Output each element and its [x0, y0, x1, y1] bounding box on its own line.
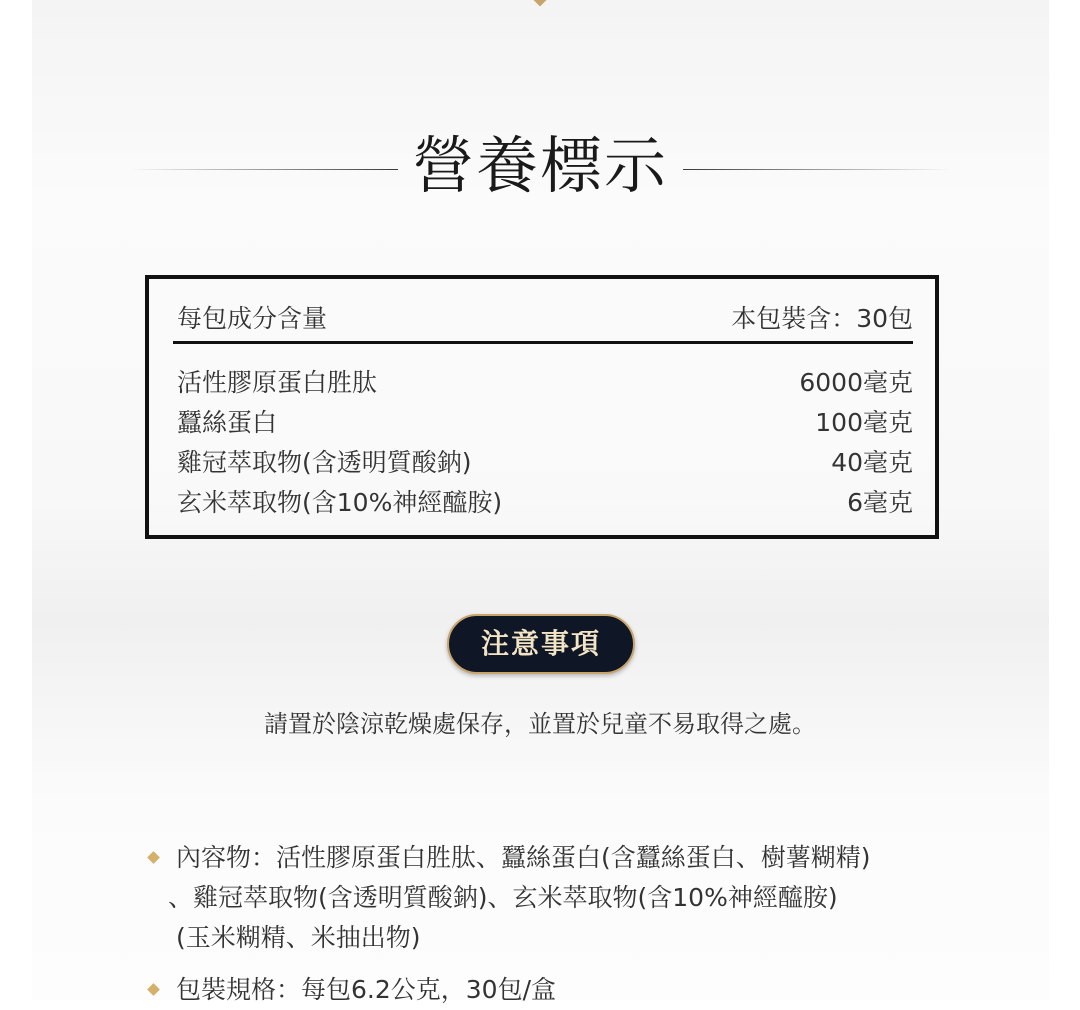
nutrition-row [177, 483, 913, 523]
caution-badge: 注意事項 [447, 614, 635, 674]
ingredient-amount: 100毫克 [815, 408, 913, 437]
ingredient-amount: 6000毫克 [799, 368, 913, 397]
nutrition-row [177, 403, 913, 443]
nutrition-row [177, 443, 913, 483]
page-title: 營養標示 [411, 129, 668, 202]
ingredient-name: 雞冠萃取物(含透明質酸鈉) [177, 448, 472, 477]
title-divider-left [130, 169, 398, 170]
list-item-contents [145, 838, 945, 958]
diamond-bullet-icon [147, 983, 160, 996]
ingredient-amount: 6毫克 [847, 488, 913, 517]
list-item-package [145, 970, 945, 1010]
diamond-bullet-icon [147, 851, 160, 864]
ingredient-name: 蠶絲蛋白 [177, 408, 278, 437]
contents-line: 內容物：活性膠原蛋白胜肽、蠶絲蛋白(含蠶絲蛋白、樹薯糊精) [176, 843, 871, 872]
product-info-list [145, 838, 945, 1010]
nutrition-table [145, 275, 939, 539]
contents-line: 、雞冠萃取物(含透明質酸鈉)、玄米萃取物(含10%神經醯胺) [168, 883, 838, 912]
contents-line: (玉米糊精、米抽出物) [176, 923, 421, 952]
caution-text: 請置於陰涼乾燥處保存，並置於兒童不易取得之處。 [264, 710, 816, 738]
title-divider-right [683, 169, 951, 170]
package-spec: 包裝規格：每包6.2公克，30包/盒 [176, 975, 556, 1004]
nutrition-row [177, 363, 913, 403]
ingredient-amount: 40毫克 [831, 448, 913, 477]
nutrition-header [173, 297, 913, 344]
package-count: 本包裝含：30包 [731, 304, 913, 333]
nutrition-rows [177, 363, 913, 523]
ingredient-name: 玄米萃取物(含10%神經醯胺) [177, 488, 503, 517]
serving-label: 每包成分含量 [177, 304, 328, 333]
section-title [0, 120, 1080, 210]
ingredient-name: 活性膠原蛋白胜肽 [177, 368, 378, 397]
